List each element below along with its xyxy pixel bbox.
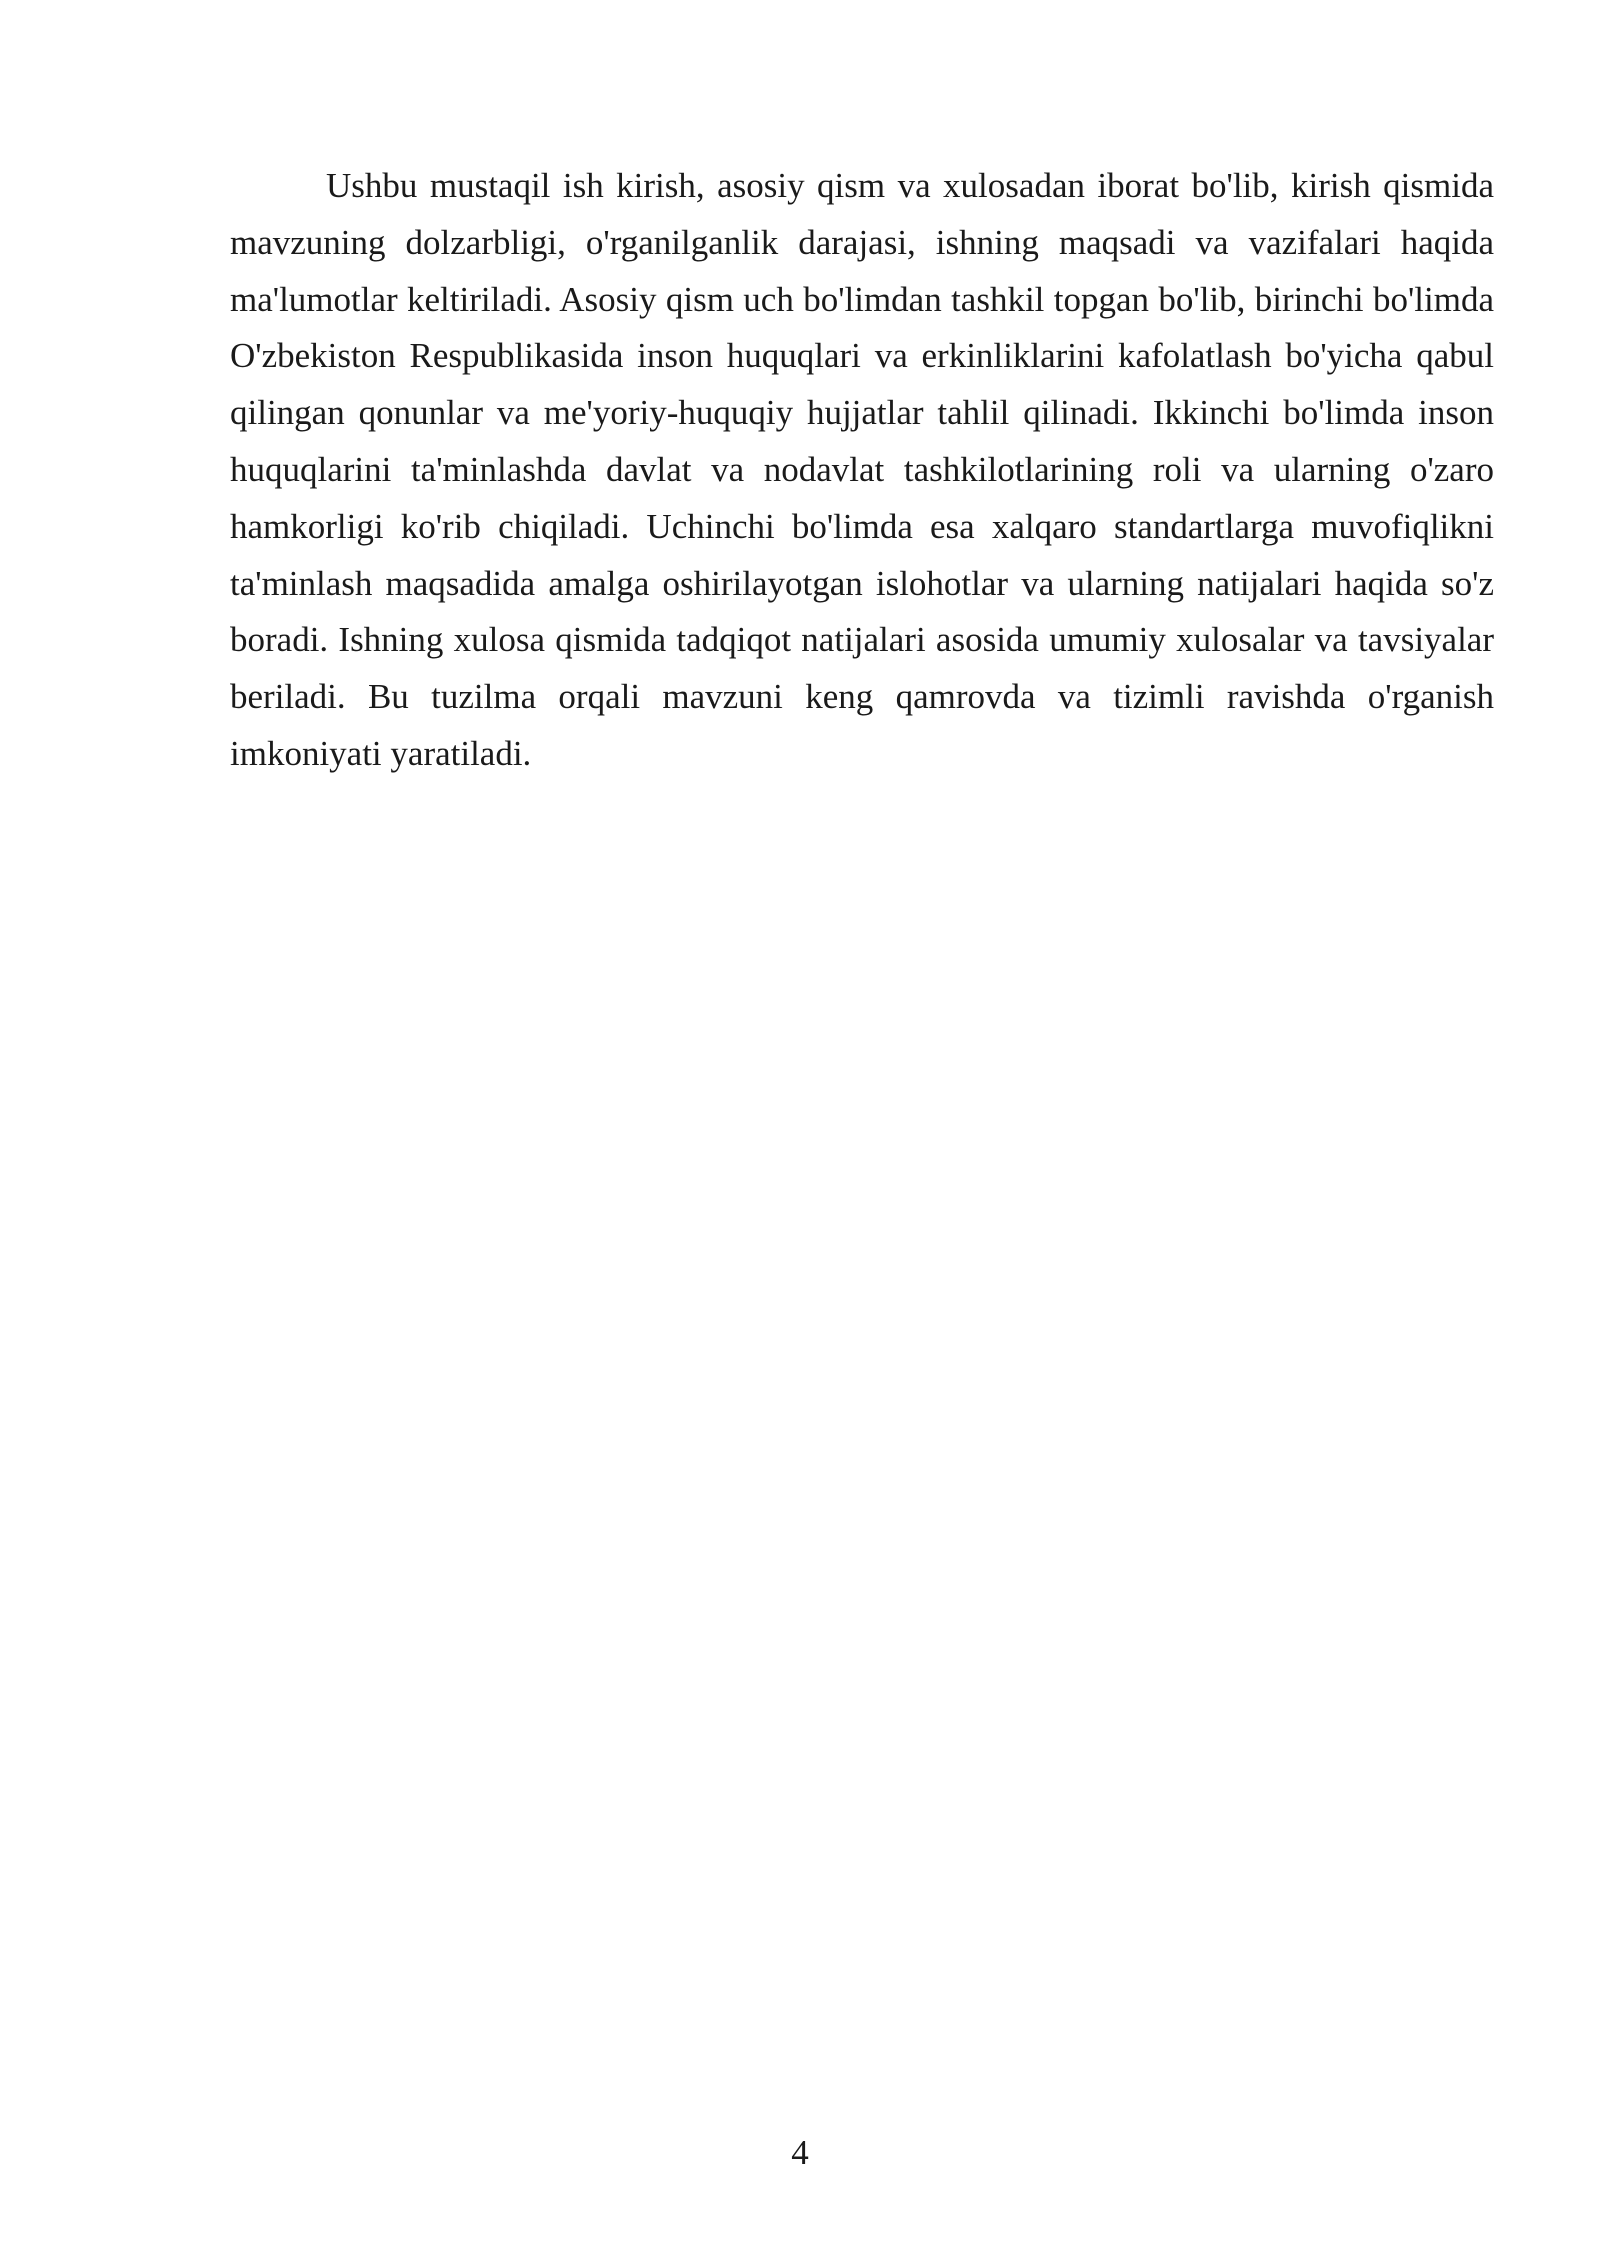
page-number: 4 [791, 2133, 809, 2172]
body-paragraph: Ushbu mustaqil ish kirish, asosiy qism va xulosadan iborat bo'lib, kirish qismida mavzuning dolzarbligi, o'rganilganlik darajasi, ishning maqsadi va vazifalari haqida ma'lumotlar keltiriladi. Asosiy qism uch bo'limdan tashkil topgan bo'lib, birinchi bo'limda O'zbekiston Respublikasida inson huquqlari va erkinliklarini kafolatlash bo'yicha qabul qilingan qonunlar va me'yoriy-huquqiy hujjatlar tahlil qilinadi. Ikkinchi bo'limda inson huquqlarini ta'minlashda davlat va nodavlat tashkilotlarining roli va ularning o'zaro hamkorligi ko'rib chiqiladi. Uchinchi bo'limda esa xalqaro standartlarga muvofiqlikni ta'minlash maqsadida amalga oshirilayotgan islohotlar va ularning natijalari haqida so'z boradi. Ishning xulosa qismida tadqiqot natijalari asosida umumiy xulosalar va tavsiyalar beriladi. Bu tuzilma orqali mavzuni keng qamrovda va tizimli ravishda o'rganish imkoniyati yaratiladi. [230, 166, 1494, 773]
